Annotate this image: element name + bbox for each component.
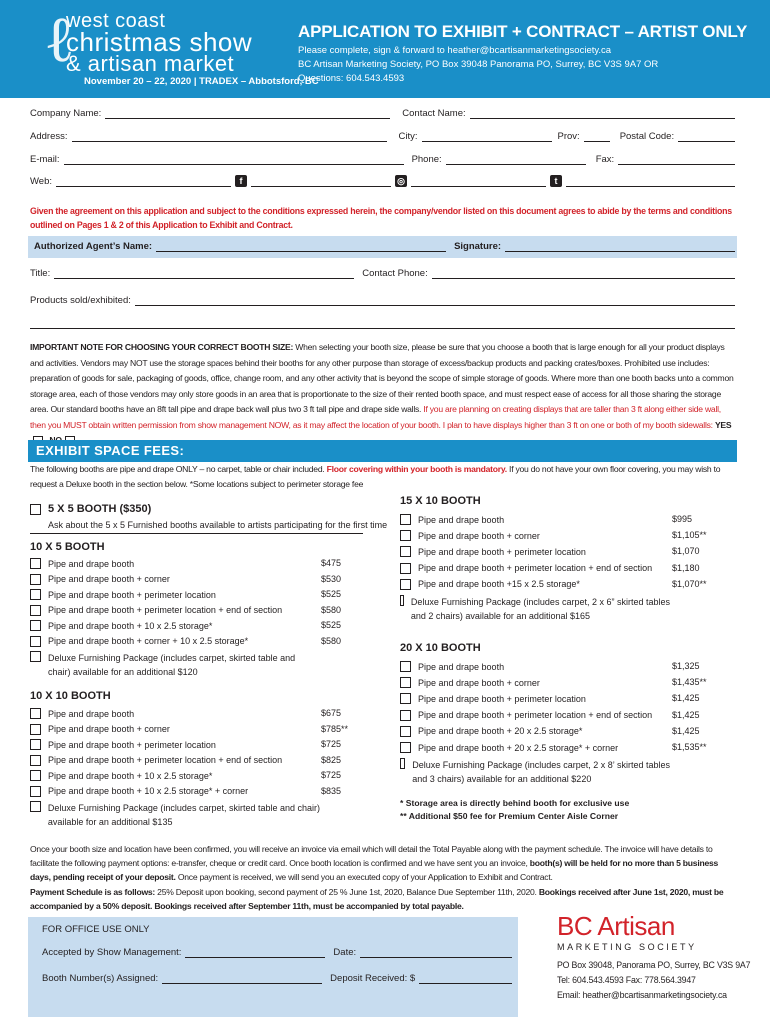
agent-row (28, 236, 737, 258)
footnote-corner: ** Additional $50 fee for Premium Center Aisle Corner (400, 811, 619, 821)
note-warning: If you are planning on creating displays that are taller than 3 ft along either side wall, then you MUST obtain written permission from show management NOW, as it may affect the location of your booth. I plan to have displays higher than 3 ft on one or both of my booth sidewalls: (30, 404, 721, 430)
deluxe-line: Deluxe Furnishing Package (includes carpet, 2 x 8’ skirted tables (412, 760, 670, 771)
deluxe-line: chair) available for an additional $120 (48, 667, 198, 677)
footnote-storage: * Storage area is directly behind booth for exclusive use (400, 798, 630, 808)
payment-p1b: booth(s) will be held for no more than 5 business days, pending receipt of your deposit. (30, 858, 719, 882)
web-row (30, 175, 735, 187)
booth-option-label: Pipe and drape booth + corner + 10 x 2.5 storage* (48, 636, 249, 646)
booth-option (30, 636, 320, 647)
deluxe-label (412, 758, 670, 786)
booth-option-checkbox[interactable] (400, 514, 411, 525)
booth-option-label: Pipe and drape booth + corner (418, 677, 540, 688)
booth-20x10-title: 20 X 10 BOOTH (400, 642, 481, 654)
instruction-line: BC Artisan Marketing Society, PO Box 39048 Panorama PO, Surrey, BC V3S 9A7 OR (298, 59, 659, 70)
deluxe-line: Deluxe Furnishing Package (includes carpet, 2 x 6” skirted tables (410, 597, 670, 607)
booth-option (400, 661, 670, 672)
booth-assigned-label: Booth Number(s) Assigned: (42, 973, 159, 984)
products-row-2 (30, 318, 735, 329)
phone-label: Phone: (411, 154, 442, 165)
section-title: EXHIBIT SPACE FEES: (28, 440, 737, 462)
fax-field[interactable] (618, 154, 735, 165)
booth-option-label: Pipe and drape booth + perimeter location (48, 739, 216, 750)
footnotes (400, 797, 629, 823)
products-label: Products sold/exhibited: (30, 295, 131, 306)
fees-intro-red: Floor covering within your booth is mandatory. (324, 464, 507, 474)
booth-option (400, 710, 670, 721)
booth-option-label: Pipe and drape booth + corner (48, 724, 170, 734)
booth-assigned-field[interactable] (162, 973, 322, 984)
facebook-icon: f (235, 175, 247, 187)
booth-option-checkbox[interactable] (30, 605, 41, 616)
header (0, 0, 770, 98)
booth-option-checkbox[interactable] (30, 786, 41, 797)
booth-5x5-checkbox[interactable] (30, 504, 41, 515)
deluxe-option (400, 758, 670, 786)
booth-option-price: $1,070 (672, 546, 700, 557)
booth-option (400, 742, 670, 753)
office-row-1 (42, 947, 512, 958)
booth-option (30, 755, 320, 766)
twitter-field[interactable] (566, 176, 735, 187)
company-row (30, 108, 735, 119)
instruction-line: Please complete, sign & forward to heather@bcartisanmarketingsociety.ca (298, 45, 612, 56)
booth-option-checkbox[interactable] (400, 710, 411, 721)
booth-option-price: $1,070** (672, 578, 707, 589)
booth-option-label: Pipe and drape booth (48, 558, 135, 569)
booth-option (30, 605, 320, 616)
accepted-field[interactable] (185, 947, 325, 958)
booth-option-price: $675 (321, 708, 342, 718)
christmas-tree-icon: ℓ (44, 3, 75, 77)
payment-info (30, 842, 738, 884)
postal-field[interactable] (678, 131, 735, 142)
booth-option-checkbox[interactable] (30, 558, 41, 569)
booth-option (400, 563, 670, 574)
booth-option-price: $725 (321, 739, 342, 749)
deluxe-line: and 3 chairs) available for an additional $220 (412, 774, 592, 785)
booth-15x10-title: 15 X 10 BOOTH (400, 495, 481, 507)
booth-option (400, 546, 670, 557)
signature-label: Signature: (454, 241, 502, 252)
booth-option-checkbox[interactable] (30, 636, 41, 647)
contact-field[interactable] (470, 108, 735, 119)
payment-p2c: Bookings received after June 1st, 2020, must be accompanied by a 50% deposit. Bookings received after September 11th, must be accompanied by total payable. (30, 887, 724, 911)
deposit-label: Deposit Received: $ (330, 973, 416, 984)
prov-label: Prov: (557, 131, 580, 142)
booth-option-checkbox[interactable] (400, 563, 411, 574)
booth-option-price: $1,425 (672, 709, 700, 720)
booth-option-price: $525 (321, 589, 342, 599)
booth-option-checkbox[interactable] (400, 530, 411, 541)
deluxe-label (48, 651, 295, 679)
payment-p1a: Once your booth size and location have been confirmed, you will receive an invoice via email which will detail the Total Payable along with the payment schedule. The invoice will have details to facilitate the following payment options: e-transfer, cheque or credit card. Once booth location is confirmed and we have sent you an invoice, (30, 844, 713, 868)
booth-option (400, 514, 670, 525)
date-label: Date: (333, 947, 357, 958)
deposit-field[interactable] (419, 973, 512, 984)
contact-label: Contact Name: (402, 108, 466, 119)
booth-option-label: Pipe and drape booth (418, 661, 505, 672)
prov-field[interactable] (584, 131, 610, 142)
fees-intro-b: If you do not have your own floor covering, you may wish to request a Deluxe booth in the section below. *Some locations subject to perimeter storage fee (30, 464, 721, 489)
payment-schedule (30, 885, 738, 913)
booth-option-checkbox[interactable] (30, 755, 41, 766)
products-field-2[interactable] (30, 318, 735, 329)
booth-option-price: $580 (321, 635, 342, 646)
booth-option (30, 558, 320, 569)
payment-p2a: Payment Schedule is as follows: (30, 887, 156, 897)
booth-option-checkbox[interactable] (30, 770, 41, 781)
booth-option-checkbox[interactable] (400, 726, 411, 737)
show-logo (44, 3, 319, 92)
booth-option-label: Pipe and drape booth + perimeter location (48, 589, 216, 600)
booth-option-label: Pipe and drape booth + perimeter location (418, 546, 586, 557)
instagram-icon: ◎ (395, 175, 407, 187)
postal-label: Postal Code: (619, 131, 675, 142)
booth-5x5-title (30, 503, 151, 515)
agent-field[interactable] (156, 241, 446, 252)
booth-option-price: $530 (321, 573, 342, 584)
page-title: APPLICATION TO EXHIBIT + CONTRACT – ARTIST ONLY (298, 22, 748, 41)
title-label: Title: (30, 268, 51, 279)
deluxe-label (48, 801, 320, 829)
deluxe-checkbox[interactable] (400, 595, 404, 606)
company-field[interactable] (105, 108, 390, 119)
agreement-text: Given the agreement on this application and subject to the conditions expressed herein, the company/vendor listed on this document agrees to abide by the terms and conditions outlined on Pages 1 & 2 of this Application to Exhibit and Contract. (30, 206, 732, 230)
booth-option-price: $1,105** (672, 530, 707, 541)
booth-10x10-title: 10 X 10 BOOTH (30, 690, 111, 702)
booth-5x5-label: 5 X 5 BOOTH ($350) (48, 503, 152, 515)
deluxe-checkbox[interactable] (400, 758, 405, 769)
booth-option-label: Pipe and drape booth + corner (48, 574, 170, 584)
booth-option-price: $1,535** (672, 742, 707, 752)
booth-option (30, 589, 320, 600)
instruction-line: Questions: 604.543.4593 (298, 73, 405, 84)
booth-option-label: Pipe and drape booth +15 x 2.5 storage* (418, 579, 580, 590)
booth-option-price: $580 (321, 604, 342, 615)
booth-option-price: $995 (672, 514, 693, 524)
deluxe-label (411, 595, 670, 623)
brand-contact (557, 958, 757, 1003)
web-label: Web: (30, 176, 53, 187)
brand-email: Email: heather@bcartisanmarketingsociety.ca (557, 990, 727, 1000)
deluxe-checkbox[interactable] (30, 651, 41, 662)
deluxe-line: available for an additional $135 (47, 817, 173, 827)
booth-option-price: $525 (321, 620, 342, 630)
twitter-icon: t (550, 175, 562, 187)
booth-option-label: Pipe and drape booth + perimeter location + end of section (48, 755, 283, 765)
booth-option-price: $725 (321, 770, 342, 780)
booth-option-label: Pipe and drape booth + perimeter location + end of section (418, 563, 653, 574)
office-use-box (28, 917, 518, 1017)
products-row (30, 295, 735, 306)
booth-option-price: $1,425 (672, 725, 700, 736)
payment-p1c: Once payment is received, we will send you an executed copy of your Application to Exhibit and Contract. (175, 872, 553, 882)
address-field[interactable] (72, 131, 387, 142)
booth-option-price: $475 (321, 558, 342, 568)
booth-option-label: Pipe and drape booth + 10 x 2.5 storage* (48, 770, 213, 781)
divider (30, 533, 363, 534)
city-field[interactable] (422, 131, 552, 142)
booth-option-checkbox[interactable] (30, 739, 41, 750)
booth-option (30, 708, 320, 719)
office-title: FOR OFFICE USE ONLY (42, 924, 150, 935)
products-field[interactable] (135, 295, 735, 306)
booth-option (30, 620, 320, 631)
city-label: City: (398, 131, 418, 142)
booth-option-label: Pipe and drape booth + 10 x 2.5 storage* (48, 620, 213, 631)
header-instructions (298, 44, 658, 86)
email-label: E-mail: (30, 154, 60, 165)
booth-option (30, 739, 320, 750)
booth-option-checkbox[interactable] (400, 546, 411, 557)
web-field[interactable] (56, 176, 231, 187)
address-row (30, 131, 735, 142)
fax-label: Fax: (595, 154, 615, 165)
date-field[interactable] (360, 947, 512, 958)
phone-field[interactable] (446, 154, 586, 165)
booth-option-price: $1,435** (672, 677, 707, 688)
deluxe-line: Deluxe Furnishing Package (includes carpet, skirted table and (48, 653, 296, 663)
booth-10x5-title: 10 X 5 BOOTH (30, 541, 105, 553)
booth-5x5-desc: Ask about the 5 x 5 Furnished booths available to artists participating for the first time (48, 520, 388, 530)
brand-name: BC Artisan (557, 911, 675, 941)
contact-phone-label: Contact Phone: (362, 268, 428, 279)
instagram-field[interactable] (411, 176, 546, 187)
booth-option (30, 770, 320, 781)
booth-option (30, 574, 320, 585)
booth-option-price: $1,180 (672, 562, 700, 573)
booth-option-price: $1,425 (672, 693, 700, 704)
booth-option-price: $835 (321, 785, 342, 796)
brand-address: PO Box 39048, Panorama PO, Surrey, BC V3S 9A7 (557, 960, 751, 970)
accepted-label: Accepted by Show Management: (42, 947, 182, 958)
booth-option-checkbox[interactable] (400, 579, 411, 590)
booth-option-checkbox[interactable] (30, 574, 41, 585)
booth-option (400, 677, 670, 688)
payment-p2b: 25% Deposit upon booking, second payment of 25 % June 1st, 2020, Balance Due September 11th, 2020. (155, 887, 537, 897)
booth-option-label: Pipe and drape booth (48, 708, 135, 719)
booth-option-label: Pipe and drape booth + 10 x 2.5 storage* + corner (48, 786, 249, 796)
booth-option (400, 579, 670, 590)
brand-tagline: MARKETING SOCIETY (557, 942, 697, 952)
deluxe-checkbox[interactable] (30, 801, 41, 812)
deluxe-option (30, 651, 320, 679)
booth-option (400, 726, 670, 737)
booth-option-label: Pipe and drape booth + corner (418, 530, 540, 541)
important-note (30, 340, 738, 449)
booth-option-checkbox[interactable] (400, 661, 411, 672)
booth-option-price: $1,325 (672, 661, 700, 671)
title-row (30, 268, 735, 279)
office-row-2 (42, 973, 512, 984)
event-dates: November 20 – 22, 2020 | TRADEX – Abbotsford, BC (84, 76, 319, 87)
booth-option-label: Pipe and drape booth + perimeter location + end of section (48, 605, 283, 615)
booth-option-checkbox[interactable] (400, 693, 411, 704)
deluxe-option (400, 595, 670, 623)
facebook-field[interactable] (251, 176, 391, 187)
booth-option (400, 530, 670, 541)
booth-option-price: $825 (321, 754, 342, 765)
booth-option (400, 693, 670, 704)
address-label: Address: (30, 131, 68, 142)
booth-option (30, 724, 320, 735)
booth-option-checkbox[interactable] (30, 724, 41, 735)
booth-option-checkbox[interactable] (30, 589, 41, 600)
signature-field[interactable] (505, 241, 735, 252)
brand-phone: Tel: 604.543.4593 Fax: 778.564.3947 (557, 975, 696, 985)
fees-intro-a: The following booths are pipe and drape ONLY – no carpet, table or chair included. (30, 464, 325, 474)
booth-option-checkbox[interactable] (400, 677, 411, 688)
note-lead: IMPORTANT NOTE FOR CHOOSING YOUR CORRECT BOOTH SIZE: (30, 342, 294, 352)
title-field[interactable] (54, 268, 354, 279)
deluxe-line: Deluxe Furnishing Package (includes carpet, skirted table and chair) (47, 803, 320, 813)
deluxe-option (30, 801, 320, 829)
email-field[interactable] (64, 154, 404, 165)
logo-line-2: christmas show (66, 27, 253, 57)
booth-option-label: Pipe and drape booth + 20 x 2.5 storage* (418, 726, 583, 737)
booth-option-price: $785** (321, 723, 349, 734)
booth-option-label: Pipe and drape booth + 20 x 2.5 storage* + corner (418, 742, 619, 753)
yes-label: YES (714, 419, 732, 430)
booth-option-label: Pipe and drape booth (418, 514, 505, 525)
booth-option-label: Pipe and drape booth + perimeter location (418, 693, 586, 704)
note-body: When selecting your booth size, please be sure that you choose a booth that is large enough for all your product displays and activities. Vendors may NOT use the storage spaces behind their booths for any other purpose than storage of excess/backup products and packing crates/boxes. Prohibited use includes: preparation of goods for sale, packaging of goods, office, change room, and any other activity that is beyond the scope of simple storage of goods. Where more than one booth backs unto a common storage area, each of those vendors may only store goods in an area that is proportionate to the size of their rented booth space, and must respect ease of access for all those sharing the storage area. Our standard booths have an 8ft tall pipe and drape back wall plus two 3 ft tall pipe and drape side walls. (30, 342, 734, 414)
contact-phone-field[interactable] (432, 268, 735, 279)
fees-intro (30, 462, 738, 492)
booth-option (30, 786, 320, 797)
agent-label: Authorized Agent’s Name: (34, 241, 153, 252)
company-label: Company Name: (30, 108, 102, 119)
logo-line-1: west coast (66, 10, 166, 32)
booth-option-label: Pipe and drape booth + perimeter location + end of section (418, 710, 653, 721)
booth-option-checkbox[interactable] (30, 708, 41, 719)
booth-option-checkbox[interactable] (30, 620, 41, 631)
logo-line-3: & artisan market (66, 51, 235, 76)
bc-artisan-logo (557, 912, 757, 1003)
booth-option-checkbox[interactable] (400, 742, 411, 753)
deluxe-line: and 2 chairs) available for an additional $165 (410, 611, 590, 621)
email-row (30, 154, 735, 165)
